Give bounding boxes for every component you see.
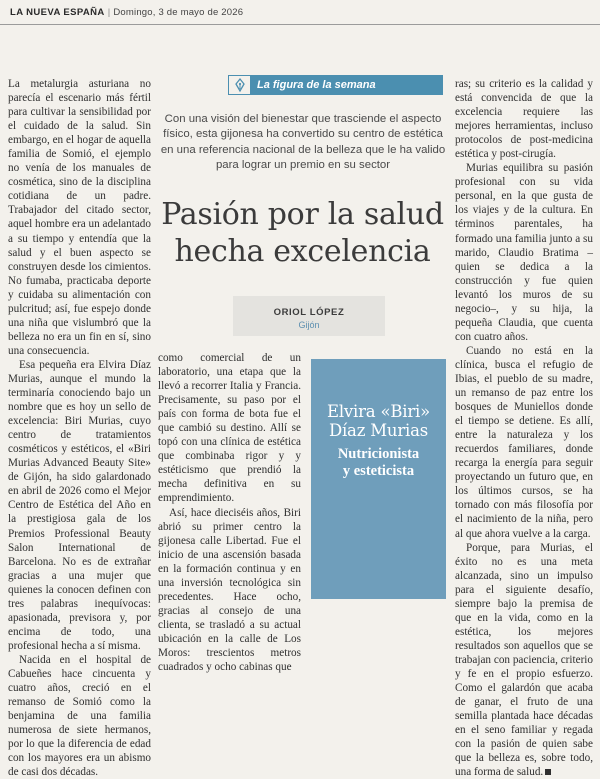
profile-role [311,446,446,480]
paragraph [455,541,593,779]
paragraph: Nacida en el hospital de Cabueñes hace cincuenta y cuatro años, creció en el remanso de Somió como la benjamina de una familia numerosa de siete hermanos, por lo que la diferencia de edad con los mayores era un abismo de casi dos décadas. [8,653,151,779]
pen-nib-icon [228,75,250,95]
paragraph: Cuando no está en la clínica, busca el refugio de Ibias, el pueblo de su madre, un remanso de paz entre los bosques de Muniellos donde el tiempo se detiene. Es allí, entre la naturaleza y los recuerdos familiares, donde recarga la energía para seguir proyectando un futuro que, en los últimos cursos, se ha tornado con más filosofía por el nacimiento de la niña, pero al que ahora vuelve a la carga. [455,344,593,540]
profile-role-line-2: y esteticista [342,463,415,479]
masthead-separator: | [107,7,111,18]
byline-author: ORIOL LÓPEZ [273,307,345,318]
masthead-rule [0,24,600,25]
article-deck: Con una visión del bienestar que trasciende el aspecto físico, esta gijonesa ha convertido su centro de estética en una referencia nacional de la belleza que le ha valido para lograr un premio en su sector [160,113,446,171]
headline [150,196,455,270]
byline-location: Gijón [298,320,320,330]
byline [233,296,385,336]
paragraph: Así, hace dieciséis años, Biri abrió su primer centro la gijonesa calle Libertad. Fue el inicio de una ascensión basada en la formación continua y en una inversión tecnológica sin precedentes. Hace ocho, gracias al consejo de una clienta, se trasladó a su actual ubicación en la calle de Los Moros: trescientos metros cuadrados y ocho cabinas que [158,506,301,674]
paragraph: Esa pequeña era Elvira Díaz Murias, aunque el mundo la terminaría conociendo bajo un nombre que es hoy un sello de excelencia: Biri Murias, cuyo centro de tratamientos cosméticos y estéticos, el «Biri Murias Advanced Beauty Site» de Gijón, ha sido galardonado en abril de 2026 como el Mejor Centro de Estética del Año en la prestigiosa gala de los Premios Professional Beauty Salon International de Barcelona. No es de extrañar gracias a una mujer que quienes la conocen definen con tres palabras inequívocas: apasionada, previsora y, por encima de todo, una profesional hecha a sí misma. [8,358,151,652]
profile-role-line-1: Nutricionista [337,446,420,462]
profile-name-line-1: Elvira «Biri» [326,402,431,421]
section-label: La figura de la semana [257,79,376,91]
masthead [10,7,243,18]
profile-name-line-2: Díaz Murias [328,421,429,440]
profile-name [311,402,446,440]
issue-date: Domingo, 3 de mayo de 2026 [113,7,244,18]
headline-line-1: Pasión por la salud [161,197,444,232]
end-mark-icon [545,769,551,775]
profile-box [311,359,446,599]
newspaper-name: LA NUEVA ESPAÑA [10,7,105,18]
article-column-2 [158,351,301,674]
paragraph: como comercial de un laboratorio, una etapa que la llevó a recorrer Italia y Francia. Precisamente, su paso por el país con forma de bota fue el que cambió su destino. Allí se topó con una clínica de estética que combinaba rigor y y estéticismo que prendió la mecha definitiva en su emprendimiento. [158,352,301,505]
paragraph-text: Porque, para Murias, el éxito no es una meta alcanzada, sino un impulso para el siguiente desafío, siempre bajo la premisa de que en la vida, como en la estética, los mejores resultados son aquellos que se trabajan con paciencia, criterio y fe en el propio esfuerzo. Como el galardón que acaba de ganar, el fruto de una semilla plantada hace décadas en el seno familiar y regada con la pasión de quien sabe que la belleza es, sobre todo, una forma de salud. [455,541,593,779]
paragraph: Murias equilibra su pasión profesional con su vida personal, en la que gusta de los viajes y de la cultura. En términos parentales, ha formado una familia junto a su marido, Claudio Bratima –quien se dedica a la construcción y fue quien levantó los muros de su negocio–, y su hija, la pequeña Claudia, que cuenta con cuatro años. [455,162,593,343]
article-column-4 [455,77,593,779]
headline-line-2: hecha excelencia [174,234,431,269]
paragraph: La metalurgia asturiana no parecía el escenario más fértil para cultivar la sensibilidad por el cuidado de la salud. Sin embargo, en el hogar de aquella familia de Somió, el ejemplo no venía de los manuales de cosmética, sino de la disciplina cotidiana de un padre. Trabajador del citado sector, aquel hombre era un adelantado a su tiempo y entendía que la salud y el buen aspecto se construyen desde los cimientos. No fumaba, practicaba deporte y cuidaba su alimentación con pulcritud; así, fue espejo donde una niña que vislumbró que la belleza no era un fin en sí, sino una consecuencia. [8,78,151,357]
section-header [228,75,443,95]
article-column-1 [8,77,151,779]
paragraph: ras; su criterio es la calidad y está convencida de que la excelencia requiere las mejores herramientas, incluso protocolos de post-medicina estética y post-cirugía. [455,78,593,161]
